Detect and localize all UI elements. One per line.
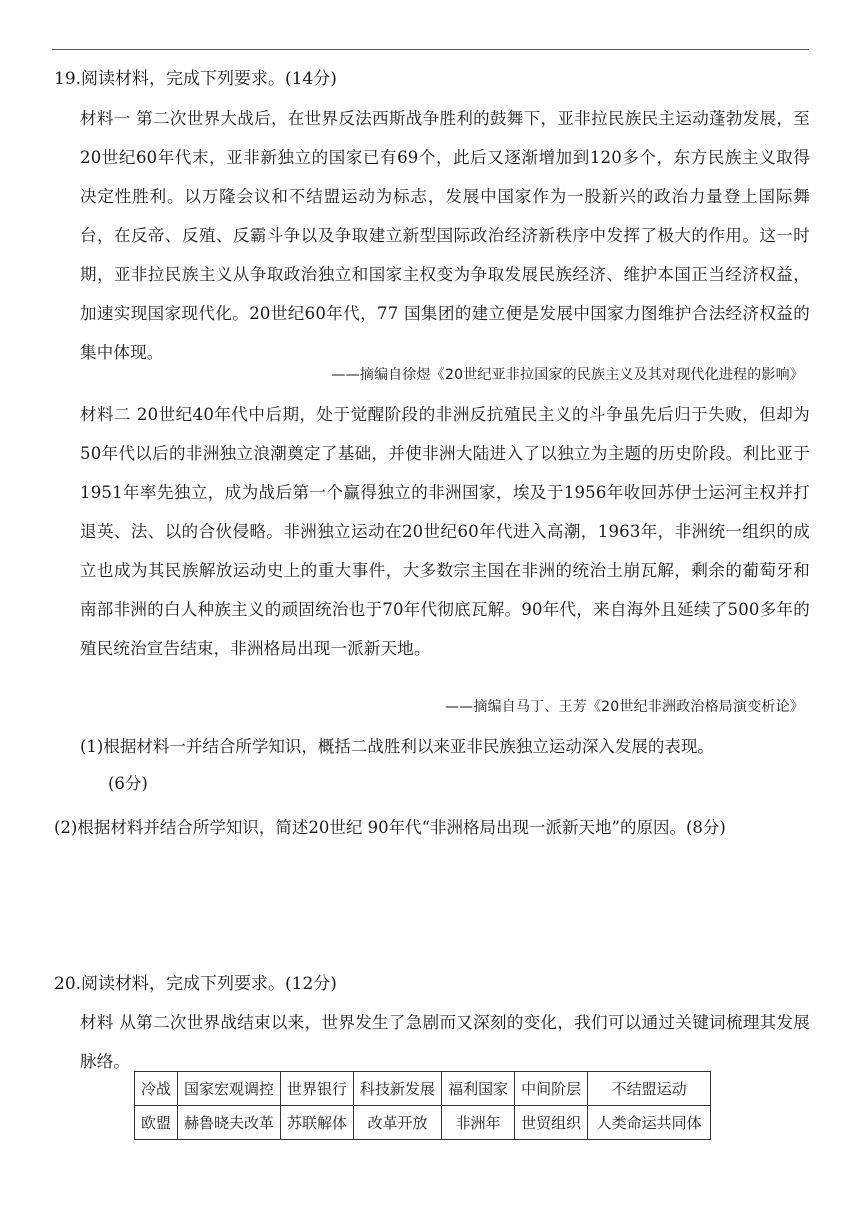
q19-material-1 <box>80 99 810 372</box>
header-rule <box>52 49 809 50</box>
q20-material-label: 材料 <box>80 1013 114 1032</box>
q19-material-2-source: ——摘编自马丁、王芳《20世纪非洲政治格局演变析论》 <box>444 699 804 715</box>
table-cell: 福利国家 <box>442 1072 515 1106</box>
table-cell: 不结盟运动 <box>588 1072 711 1106</box>
table-cell: 国家宏观调控 <box>178 1072 281 1106</box>
table-cell: 人类命运共同体 <box>588 1106 711 1140</box>
table-cell: 赫鲁晓夫改革 <box>178 1106 281 1140</box>
table-row <box>135 1072 711 1106</box>
q19-material-2 <box>80 395 810 668</box>
q19-material-1-text: 第二次世界大战后，在世界反法西斯战争胜利的鼓舞下，亚非拉民族民主运动蓬勃发展，至20世纪60年代末，亚非新独立的国家已有69个，此后又逐渐增加到120多个，东方民族主义取得决定性胜利。以万隆会议和不结盟运动为标志，发展中国家作为一股新兴的政治力量登上国际舞台，在反帝、反殖、反霸斗争以及争取建立新型国际政治经济新秩序中发挥了极大的作用。这一时期，亚非拉民族主义从争取政治独立和国家主权变为争取发展民族经济、维护本国正当经济权益，加速实现国家现代化。20世纪60年代，77 国集团的建立便是发展中国家力图维护合法经济权益的集中体现。 <box>80 109 811 362</box>
table-cell: 世界银行 <box>281 1072 354 1106</box>
q20-material-text: 从第二次世界战结束以来，世界发生了急剧而又深刻的变化，我们可以通过关键词梳理其发展脉络。 <box>80 1013 811 1071</box>
q20-material <box>80 1003 810 1081</box>
keyword-table <box>134 1071 711 1140</box>
q19-heading: 19.阅读材料，完成下列要求。(14分) <box>54 69 337 89</box>
table-row <box>135 1106 711 1140</box>
q19-material-2-text: 20世纪40年代中后期，处于觉醒阶段的非洲反抗殖民主义的斗争虽先后归于失败，但却为50年代以后的非洲独立浪潮奠定了基础，并使非洲大陆进入了以独立为主题的历史阶段。利比亚于1951年率先独立，成为战后第一个赢得独立的非洲国家，埃及于1956年收回苏伊士运河主权并打退英、法、以的合伙侵略。非洲独立运动在20世纪60年代进入高潮，1963年，非洲统一组织的成立也成为其民族解放运动史上的重大事件，大多数宗主国在非洲的统治土崩瓦解，剩余的葡萄牙和南部非洲的白人种族主义的顽固统治也于70年代彻底瓦解。90年代，来自海外且延续了500多年的殖民统治宣告结束，非洲格局出现一派新天地。 <box>80 405 810 658</box>
table-cell: 中间阶层 <box>515 1072 588 1106</box>
table-cell: 改革开放 <box>354 1106 442 1140</box>
table-cell: 苏联解体 <box>281 1106 354 1140</box>
table-cell: 世贸组织 <box>515 1106 588 1140</box>
q19-material-2-label: 材料二 <box>80 405 132 424</box>
table-cell: 非洲年 <box>442 1106 515 1140</box>
q19-material-1-source: ——摘编自徐煜《20世纪亚非拉国家的民族主义及其对现代化进程的影响》 <box>331 367 804 383</box>
q19-material-1-label: 材料一 <box>80 109 131 128</box>
q20-heading: 20.阅读材料，完成下列要求。(12分) <box>54 974 337 994</box>
q19-subquestion-1: (1)根据材料一并结合所学知识，概括二战胜利以来亚非民族独立运动深入发展的表现。 <box>80 737 714 756</box>
q19-subquestion-1-score: (6分) <box>108 774 148 793</box>
table-cell: 欧盟 <box>135 1106 178 1140</box>
q19-subquestion-2: (2)根据材料并结合所学知识，简述20世纪 90年代“非洲格局出现一派新天地”的原因。(8分) <box>54 818 726 837</box>
table-cell: 科技新发展 <box>354 1072 442 1106</box>
table-cell: 冷战 <box>135 1072 178 1106</box>
